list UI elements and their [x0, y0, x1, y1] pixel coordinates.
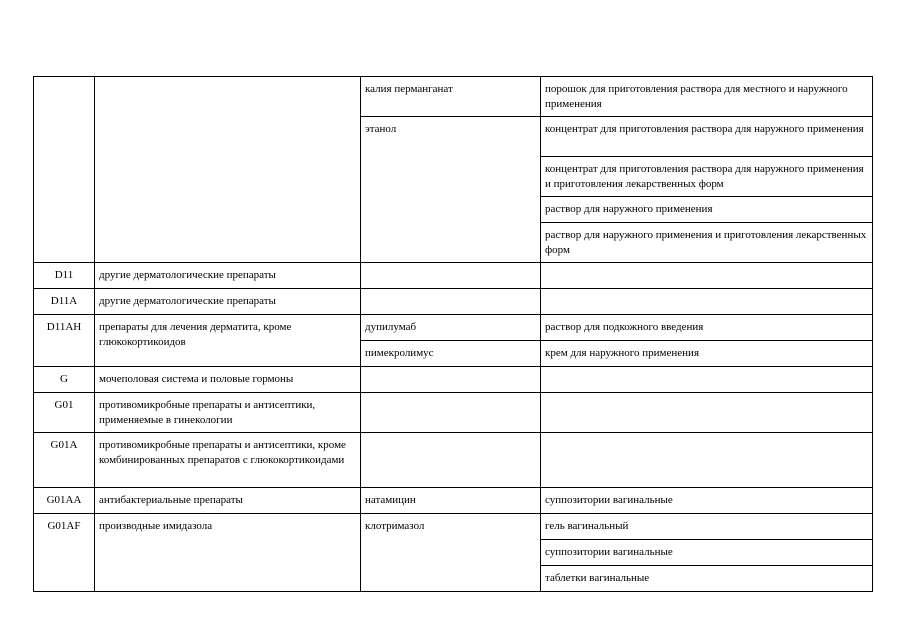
atc-code-cell: G01AF — [34, 514, 95, 592]
table-row — [34, 393, 873, 433]
drug-name-cell: пимекролимус — [361, 341, 541, 367]
table-row — [34, 367, 873, 393]
drug-name-cell — [361, 263, 541, 289]
drug-name-cell — [361, 367, 541, 393]
atc-code-cell: D11 — [34, 263, 95, 289]
dosage-form-cell — [541, 393, 873, 433]
atc-code-cell — [34, 77, 95, 263]
atc-name-cell: противомикробные препараты и антисептики, применяемые в гинекологии — [95, 393, 361, 433]
atc-name-cell: другие дерматологические препараты — [95, 289, 361, 315]
drug-name-cell: клотримазол — [361, 514, 541, 592]
atc-name-cell — [95, 77, 361, 263]
table-row — [34, 514, 873, 540]
dosage-form-cell: порошок для приготовления раствора для местного и наружного применения — [541, 77, 873, 117]
drug-name-cell — [361, 433, 541, 488]
atc-name-cell: производные имидазола — [95, 514, 361, 592]
dosage-form-cell: раствор для наружного применения — [541, 197, 873, 223]
drug-name-cell: калия перманганат — [361, 77, 541, 117]
drug-name-cell — [361, 393, 541, 433]
drug-name-cell — [361, 289, 541, 315]
atc-code-cell: G01AA — [34, 488, 95, 514]
table-row — [34, 315, 873, 341]
dosage-form-cell — [541, 263, 873, 289]
drug-name-cell: этанол — [361, 117, 541, 263]
dosage-form-cell — [541, 367, 873, 393]
atc-name-cell: препараты для лечения дерматита, кроме глюкокортикоидов — [95, 315, 361, 367]
dosage-form-cell: суппозитории вагинальные — [541, 488, 873, 514]
drug-name-cell: дупилумаб — [361, 315, 541, 341]
dosage-form-cell — [541, 289, 873, 315]
drug-table — [33, 76, 873, 592]
dosage-form-cell: раствор для подкожного введения — [541, 315, 873, 341]
atc-code-cell: G01A — [34, 433, 95, 488]
dosage-form-cell: концентрат для приготовления раствора для наружного применения и приготовления лекарственных форм — [541, 157, 873, 197]
dosage-form-cell — [541, 433, 873, 488]
table-row — [34, 433, 873, 488]
atc-code-cell: D11A — [34, 289, 95, 315]
table-row — [34, 263, 873, 289]
table-row — [34, 488, 873, 514]
atc-name-cell: антибактериальные препараты — [95, 488, 361, 514]
atc-name-cell: мочеполовая система и половые гормоны — [95, 367, 361, 393]
dosage-form-cell: гель вагинальный — [541, 514, 873, 540]
dosage-form-cell: раствор для наружного применения и приготовления лекарственных форм — [541, 223, 873, 263]
atc-name-cell: другие дерматологические препараты — [95, 263, 361, 289]
table-row — [34, 289, 873, 315]
dosage-form-cell: крем для наружного применения — [541, 341, 873, 367]
atc-code-cell: G — [34, 367, 95, 393]
table-row — [34, 77, 873, 117]
atc-code-cell: G01 — [34, 393, 95, 433]
dosage-form-cell: таблетки вагинальные — [541, 566, 873, 592]
atc-name-cell: противомикробные препараты и антисептики, кроме комбинированных препаратов с глюкокортикоидами — [95, 433, 361, 488]
dosage-form-cell: суппозитории вагинальные — [541, 540, 873, 566]
dosage-form-cell: концентрат для приготовления раствора для наружного применения — [541, 117, 873, 157]
drug-name-cell: натамицин — [361, 488, 541, 514]
atc-code-cell: D11AH — [34, 315, 95, 367]
